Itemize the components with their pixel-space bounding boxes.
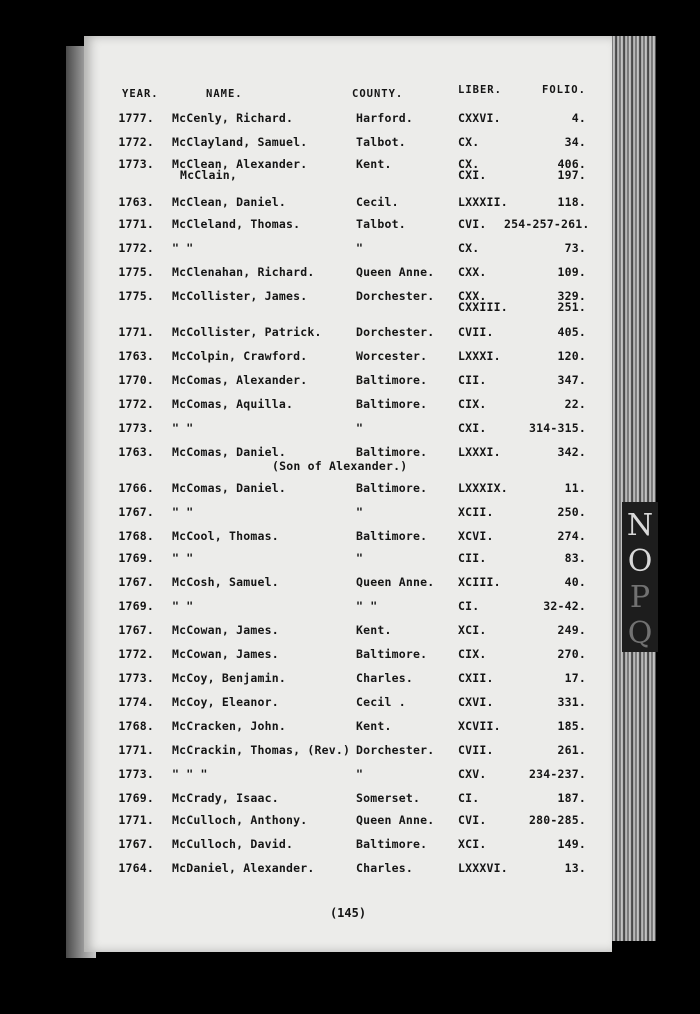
row-name: " " xyxy=(172,599,194,613)
row-county: Dorchester. xyxy=(356,289,435,303)
row-county: Harford. xyxy=(356,111,413,125)
row-name: McCollister, James. xyxy=(172,289,308,303)
row-year: 1763. xyxy=(118,195,154,209)
row-year: 1763. xyxy=(118,349,154,363)
row-county: Kent. xyxy=(356,623,392,637)
row-name: McColpin, Crawford. xyxy=(172,349,308,363)
row-liber: CXV. xyxy=(458,767,487,781)
row-liber: CXX. xyxy=(458,265,487,279)
row-liber: CIX. xyxy=(458,647,487,661)
row-name: McCoy, Benjamin. xyxy=(172,671,286,685)
row-county: Cecil . xyxy=(356,695,406,709)
row-year: 1767. xyxy=(118,623,154,637)
row-county: Charles. xyxy=(356,671,413,685)
row-year: 1771. xyxy=(118,743,154,757)
row-name: McCenly, Richard. xyxy=(172,111,294,125)
row-name: McCulloch, Anthony. xyxy=(172,813,308,827)
row-liber: CI. xyxy=(458,599,480,613)
row-liber: CIX. xyxy=(458,397,487,411)
row-year: 1772. xyxy=(118,135,154,149)
row-liber: CXXVI. xyxy=(458,111,501,125)
row-liber: XCII. xyxy=(458,505,494,519)
row-name: " " xyxy=(172,421,194,435)
row-folio: 406. xyxy=(557,157,586,171)
row-county: Queen Anne. xyxy=(356,813,435,827)
row-name: " " xyxy=(172,241,194,255)
row-year: 1772. xyxy=(118,241,154,255)
row-county: Queen Anne. xyxy=(356,265,435,279)
row-name: " " xyxy=(172,505,194,519)
row-county: Worcester. xyxy=(356,349,428,363)
row-folio: 118. xyxy=(557,195,586,209)
index-tab xyxy=(622,502,658,652)
page-edges xyxy=(608,36,656,941)
row-liber: XCI. xyxy=(458,837,487,851)
row-county: Baltimore. xyxy=(356,481,428,495)
row-folio: 249. xyxy=(557,623,586,637)
row-folio: 187. xyxy=(557,791,586,805)
row-folio: 314-315. xyxy=(529,421,586,435)
page-number: (145) xyxy=(329,906,367,920)
row-folio: 120. xyxy=(557,349,586,363)
row-liber: CVII. xyxy=(458,325,494,339)
row-name: McCowan, James. xyxy=(172,647,279,661)
row-county: Talbot. xyxy=(356,217,406,231)
row-year: 1772. xyxy=(118,397,154,411)
row-county: Kent. xyxy=(356,157,392,171)
row-folio: 4. xyxy=(571,111,586,125)
row-folio: 329. xyxy=(557,289,586,303)
row-liber: CX. xyxy=(458,241,480,255)
row-year: 1770. xyxy=(118,373,154,387)
row-liber-secondary: CXI. xyxy=(458,168,487,182)
header-year: YEAR. xyxy=(122,88,159,100)
header-folio: FOLIO. xyxy=(542,84,586,96)
row-name: McCollister, Patrick. xyxy=(172,325,322,339)
row-folio-secondary: 251. xyxy=(557,300,586,314)
row-name: McClean, Daniel. xyxy=(172,195,286,209)
row-county: Baltimore. xyxy=(356,397,428,411)
row-name: McCracken, John. xyxy=(172,719,286,733)
row-folio: 34. xyxy=(564,135,586,149)
row-folio: 40. xyxy=(564,575,586,589)
row-folio-secondary: 197. xyxy=(557,168,586,182)
row-county: Baltimore. xyxy=(356,445,428,459)
tab-letter-n: N xyxy=(626,508,654,543)
row-folio: 13. xyxy=(564,861,586,875)
row-folio: 234-237. xyxy=(529,767,586,781)
ledger-page xyxy=(84,36,612,952)
row-county: Queen Anne. xyxy=(356,575,435,589)
row-name: McComas, Daniel. xyxy=(172,445,286,459)
row-year: 1775. xyxy=(118,289,154,303)
row-liber: CXII. xyxy=(458,671,494,685)
row-year: 1767. xyxy=(118,575,154,589)
row-county: " xyxy=(356,421,364,435)
row-folio: 22. xyxy=(564,397,586,411)
row-name: McCulloch, David. xyxy=(172,837,294,851)
row-name: " " " xyxy=(172,767,208,781)
tab-letter-q: Q xyxy=(627,616,653,651)
row-folio: 109. xyxy=(557,265,586,279)
row-liber: LXXXII. xyxy=(458,195,508,209)
row-liber: CI. xyxy=(458,791,480,805)
row-year: 1772. xyxy=(118,647,154,661)
row-county: Charles. xyxy=(356,861,413,875)
header-liber: LIBER. xyxy=(458,84,502,96)
row-county: " xyxy=(356,551,364,565)
row-year: 1773. xyxy=(118,767,154,781)
row-year: 1773. xyxy=(118,157,154,171)
row-county: Dorchester. xyxy=(356,325,435,339)
row-name: " " xyxy=(172,551,194,565)
row-county: Baltimore. xyxy=(356,373,428,387)
row-folio: 261. xyxy=(557,743,586,757)
header-county: COUNTY. xyxy=(352,88,404,100)
row-county: " " xyxy=(356,599,378,613)
row-county: " xyxy=(356,767,364,781)
row-name-variant: McClain, xyxy=(180,168,237,182)
row-folio: 11. xyxy=(564,481,586,495)
row-year: 1764. xyxy=(118,861,154,875)
row-folio: 83. xyxy=(564,551,586,565)
row-liber: XCVI. xyxy=(458,529,494,543)
row-liber: CX. xyxy=(458,135,480,149)
row-folio: 17. xyxy=(564,671,586,685)
row-liber: CX. xyxy=(458,157,480,171)
row-folio: 250. xyxy=(557,505,586,519)
row-liber: CXVI. xyxy=(458,695,494,709)
row-year: 1769. xyxy=(118,791,154,805)
row-liber: LXXXIX. xyxy=(458,481,508,495)
row-name: McCowan, James. xyxy=(172,623,279,637)
row-folio: 32-42. xyxy=(543,599,586,613)
row-county: Somerset. xyxy=(356,791,421,805)
row-year: 1768. xyxy=(118,719,154,733)
row-name: McCrady, Isaac. xyxy=(172,791,279,805)
row-folio: 405. xyxy=(557,325,586,339)
row-liber: XCVII. xyxy=(458,719,501,733)
row-folio: 280-285. xyxy=(529,813,586,827)
tab-letter-o: O xyxy=(627,544,653,579)
row-year: 1768. xyxy=(118,529,154,543)
row-liber: LXXXVI. xyxy=(458,861,508,875)
row-folio: 270. xyxy=(557,647,586,661)
row-year: 1767. xyxy=(118,837,154,851)
row-liber: CII. xyxy=(458,373,487,387)
row-name: McComas, Daniel. xyxy=(172,481,286,495)
row-folio: 254-257-261. xyxy=(504,217,590,231)
row-note: (Son of Alexander.) xyxy=(272,459,408,473)
row-name: McCoy, Eleanor. xyxy=(172,695,279,709)
row-name: McCrackin, Thomas, (Rev.) xyxy=(172,743,351,757)
row-year: 1771. xyxy=(118,217,154,231)
row-year: 1769. xyxy=(118,599,154,613)
row-folio: 347. xyxy=(557,373,586,387)
row-year: 1771. xyxy=(118,325,154,339)
row-name: McComas, Aquilla. xyxy=(172,397,294,411)
row-year: 1775. xyxy=(118,265,154,279)
tab-letter-p: P xyxy=(629,580,651,615)
row-liber: LXXXI. xyxy=(458,445,501,459)
row-liber: CVII. xyxy=(458,743,494,757)
row-county: " xyxy=(356,241,364,255)
row-county: Dorchester. xyxy=(356,743,435,757)
row-county: Baltimore. xyxy=(356,529,428,543)
row-folio: 185. xyxy=(557,719,586,733)
row-county: Baltimore. xyxy=(356,837,428,851)
row-liber: XCI. xyxy=(458,623,487,637)
row-county: Baltimore. xyxy=(356,647,428,661)
row-name: McComas, Alexander. xyxy=(172,373,308,387)
row-year: 1773. xyxy=(118,671,154,685)
row-name: McClenahan, Richard. xyxy=(172,265,315,279)
row-folio: 331. xyxy=(557,695,586,709)
row-year: 1769. xyxy=(118,551,154,565)
row-year: 1774. xyxy=(118,695,154,709)
row-year: 1767. xyxy=(118,505,154,519)
row-folio: 149. xyxy=(557,837,586,851)
row-liber: XCIII. xyxy=(458,575,501,589)
row-liber: CXI. xyxy=(458,421,487,435)
row-folio: 342. xyxy=(557,445,586,459)
row-liber: CXX. xyxy=(458,289,487,303)
row-name: McDaniel, Alexander. xyxy=(172,861,315,875)
row-name: McCleland, Thomas. xyxy=(172,217,301,231)
row-liber: CII. xyxy=(458,551,487,565)
header-name: NAME. xyxy=(206,88,243,100)
row-name: McCosh, Samuel. xyxy=(172,575,279,589)
row-name: McClean, Alexander. xyxy=(172,157,308,171)
row-county: Cecil. xyxy=(356,195,399,209)
row-county: Kent. xyxy=(356,719,392,733)
row-county: Talbot. xyxy=(356,135,406,149)
row-liber: CVI. xyxy=(458,217,487,231)
row-liber-secondary: CXXIII. xyxy=(458,300,508,314)
row-year: 1766. xyxy=(118,481,154,495)
row-name: McClayland, Samuel. xyxy=(172,135,308,149)
row-name: McCool, Thomas. xyxy=(172,529,279,543)
row-liber: CVI. xyxy=(458,813,487,827)
row-folio: 73. xyxy=(564,241,586,255)
row-county: " xyxy=(356,505,364,519)
row-liber: LXXXI. xyxy=(458,349,501,363)
row-folio: 274. xyxy=(557,529,586,543)
row-year: 1773. xyxy=(118,421,154,435)
row-year: 1771. xyxy=(118,813,154,827)
row-year: 1777. xyxy=(118,111,154,125)
row-year: 1763. xyxy=(118,445,154,459)
